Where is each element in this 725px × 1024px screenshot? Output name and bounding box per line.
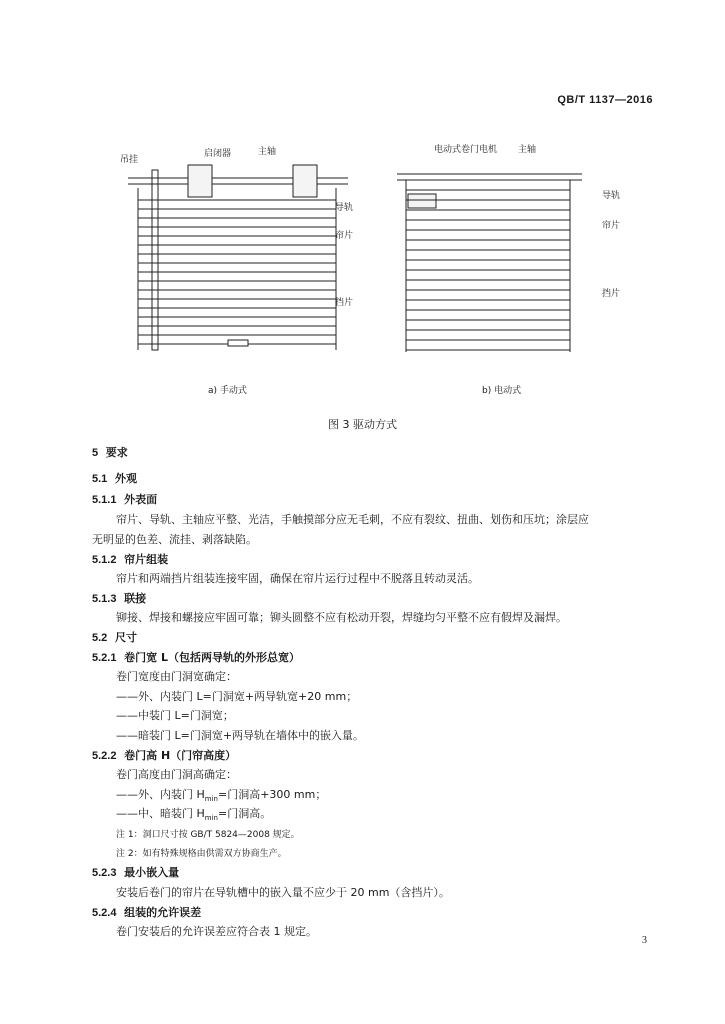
note-2: 注 2：如有特殊规格由供需双方协商生产。	[116, 849, 287, 859]
figure-manual-drive	[108, 140, 358, 380]
label-motor: 电动式卷门电机	[434, 145, 498, 155]
label-curtain-b: 帘片	[601, 221, 620, 231]
figure-caption: 图 3 驱动方式	[328, 418, 397, 431]
heading-5-1-2: 5.1.2 帘片组装	[92, 553, 169, 566]
heading-5-2-3: 5.2.3 最小嵌入量	[92, 866, 180, 879]
heading-5-1-1: 5.1.1 外表面	[92, 493, 158, 506]
para-5-2-2a: 卷门高度由门洞高确定：	[116, 768, 237, 781]
para-5-2-3: 安装后卷门的帘片在导轨槽中的嵌入量不应少于 20 mm（含挡片）。	[116, 886, 450, 899]
standard-number: QB/T 1137—2016	[557, 94, 653, 106]
para-5-2-2c: ——中、暗装门 $H_{min}=$门洞高。	[116, 807, 272, 823]
label-rail: 导轨	[334, 203, 353, 213]
heading-5-2: 5.2 尺寸	[92, 631, 137, 644]
para-5-2-1b: ——外、内装门 L=门洞宽+两导轨宽+20 mm；	[116, 690, 358, 703]
label-opener: 启闭器	[204, 149, 232, 159]
heading-5: 5 要求	[92, 446, 128, 459]
caption-a: a) 手动式	[208, 386, 247, 396]
para-5-1-2: 帘片和两端挡片组装连接牢固，确保在帘片运行过程中不脱落且转动灵活。	[116, 572, 479, 585]
caption-b: b) 电动式	[482, 386, 522, 396]
label-curtain: 帘片	[334, 231, 353, 241]
label-shaft-b: 主轴	[518, 145, 537, 155]
para-5-2-4: 卷门安装后的允许误差应符合表 1 规定。	[116, 925, 317, 938]
para-5-1-1-line1: 帘片、导轨、主轴应平整、光洁，手触摸部分应无毛刺，不应有裂纹、扭曲、划伤和压坑；涂层应	[116, 513, 589, 526]
page-number: 3	[642, 935, 647, 946]
label-stop: 挡片	[334, 298, 353, 308]
para-5-1-1-line2: 无明显的色差、流挂、剥落缺陷。	[92, 533, 257, 546]
label-spacer: 吊挂	[120, 155, 139, 165]
heading-5-1-3: 5.1.3 联接	[92, 592, 147, 605]
label-stop-b: 挡片	[601, 289, 620, 299]
heading-5-1: 5.1 外观	[92, 472, 137, 485]
heading-5-2-1: 5.2.1 卷门宽 L（包括两导轨的外形总宽）	[92, 651, 300, 664]
heading-5-2-4: 5.2.4 组装的允许误差	[92, 906, 202, 919]
para-5-2-1a: 卷门宽度由门洞宽确定：	[116, 670, 237, 683]
para-5-1-3: 铆接、焊接和螺接应牢固可靠；铆头圆整不应有松动开裂，焊缝均匀平整不应有假焊及漏焊。	[116, 611, 567, 624]
note-1: 注 1：洞口尺寸按 GB/T 5824—2008 规定。	[116, 830, 300, 840]
label-shaft: 主轴	[258, 147, 277, 157]
para-5-2-1d: ——暗装门 L=门洞宽+两导轨在墙体中的嵌入量。	[116, 729, 365, 742]
figure-electric-drive	[392, 140, 642, 380]
heading-5-2-2: 5.2.2 卷门高 H（门帘高度）	[92, 749, 237, 762]
label-rail-b: 导轨	[601, 191, 620, 201]
para-5-2-2b: ——外、内装门 $H_{min}=$门洞高+300 mm；	[116, 788, 327, 804]
para-5-2-1c: ——中装门 L=门洞宽；	[116, 709, 234, 722]
